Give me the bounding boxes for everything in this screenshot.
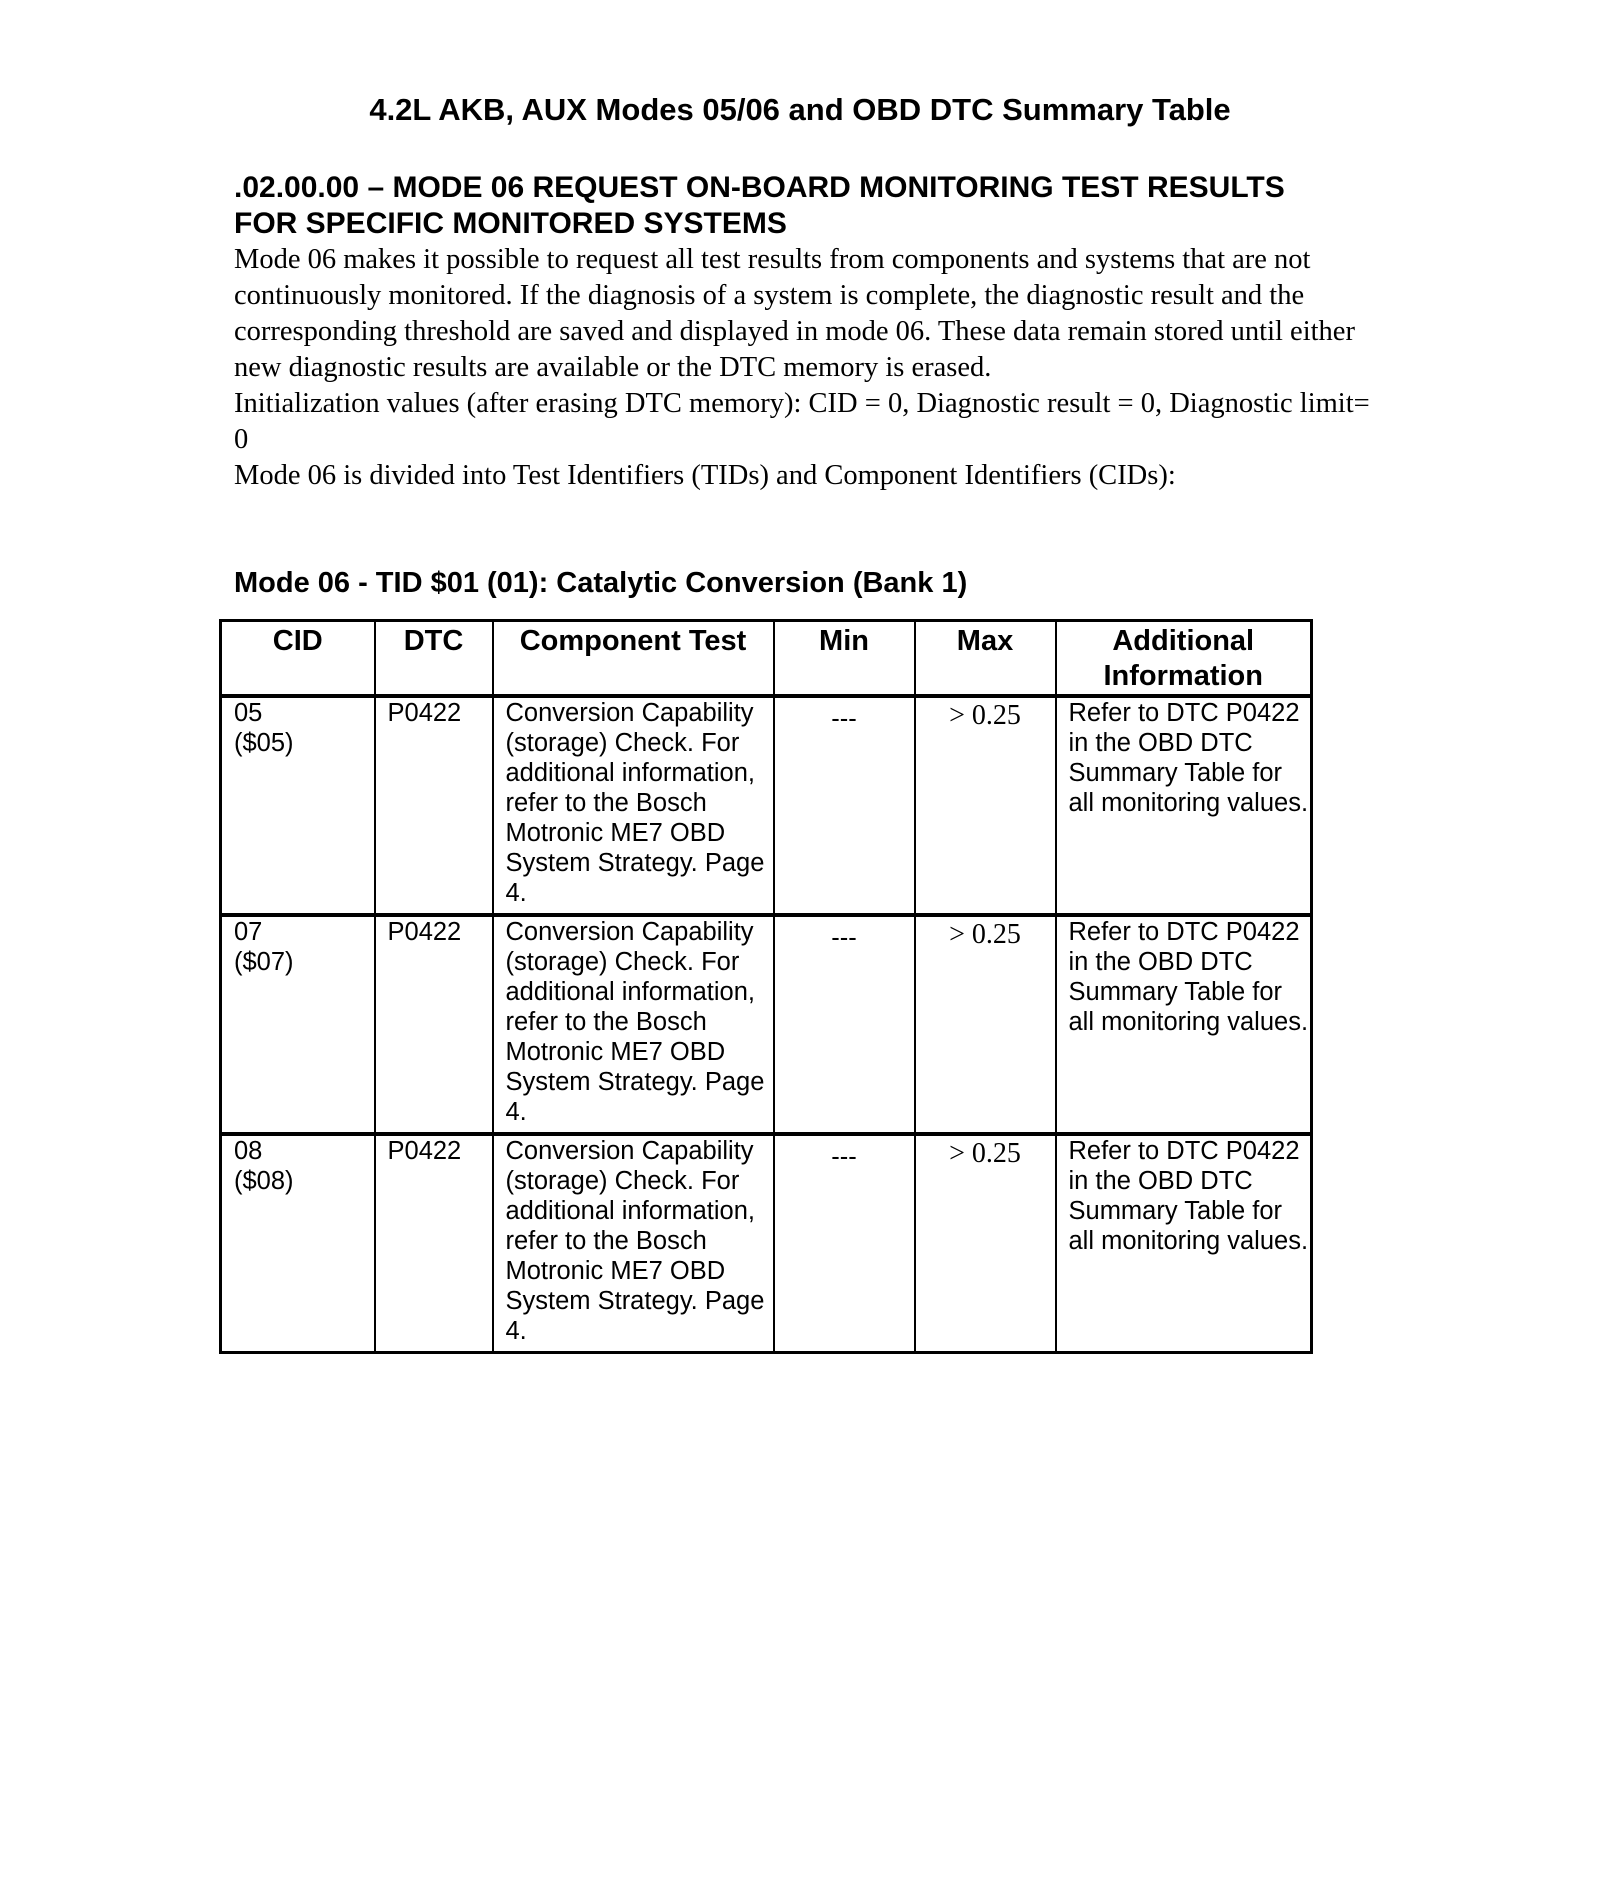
cell-max: > 0.25: [915, 1134, 1056, 1353]
cell-additional-info: Refer to DTC P0422 in the OBD DTC Summary Table for all monitoring values.: [1056, 1134, 1312, 1353]
cid-hex-value: ($07): [234, 948, 294, 976]
cid-value: 05: [234, 699, 263, 727]
cell-cid: [221, 915, 375, 1134]
header-max: Max: [915, 621, 1056, 697]
cell-max: > 0.25: [915, 696, 1056, 915]
header-cid: CID: [221, 621, 375, 697]
paragraph-identifiers: Mode 06 is divided into Test Identifiers (TIDs) and Component Identifiers (CIDs):: [234, 460, 1176, 491]
table-row: [221, 696, 1312, 915]
section-heading-line-1: .02.00.00 – MODE 06 REQUEST ON-BOARD MONITORING TEST RESULTS: [234, 171, 1285, 204]
table-row: [221, 1134, 1312, 1353]
header-additional-info: Additional Information: [1056, 621, 1312, 697]
section-heading: [234, 170, 1384, 242]
header-min: Min: [774, 621, 915, 697]
cell-dtc: P0422: [375, 915, 493, 1134]
cell-cid: [221, 696, 375, 915]
cid-hex-value: ($05): [234, 729, 294, 757]
cell-max: > 0.25: [915, 915, 1056, 1134]
cell-additional-info: Refer to DTC P0422 in the OBD DTC Summary Table for all monitoring values.: [1056, 915, 1312, 1134]
table-header-row: [221, 621, 1312, 697]
cell-min: ---: [774, 696, 915, 915]
cid-value: 07: [234, 918, 263, 946]
body-text: [234, 242, 1374, 494]
cell-min: ---: [774, 1134, 915, 1353]
header-dtc: DTC: [375, 621, 493, 697]
table-title: Mode 06 - TID $01 (01): Catalytic Conversion (Bank 1): [234, 567, 968, 599]
header-component-test: Component Test: [493, 621, 774, 697]
cell-dtc: P0422: [375, 1134, 493, 1353]
cid-hex-value: ($08): [234, 1167, 294, 1195]
paragraph-description: Mode 06 makes it possible to request all test results from components and systems that are not continuously monitored. If the diagnosis of a system is complete, the diagnostic result and the corresponding threshold are saved and displayed in mode 06. These data remain stored until either new diagnostic results are available or the DTC memory is erased.: [234, 244, 1355, 383]
paragraph-initialization: Initialization values (after erasing DTC memory): CID = 0, Diagnostic result = 0, Diagnostic limit= 0: [234, 388, 1370, 455]
cell-component-test: Conversion Capability (storage) Check. For additional information, refer to the Bosch Motronic ME7 OBD System Strategy. Page 4.: [493, 696, 774, 915]
table-row: [221, 915, 1312, 1134]
cell-component-test: Conversion Capability (storage) Check. For additional information, refer to the Bosch Motronic ME7 OBD System Strategy. Page 4.: [493, 1134, 774, 1353]
cell-cid: [221, 1134, 375, 1353]
cell-component-test: Conversion Capability (storage) Check. For additional information, refer to the Bosch Motronic ME7 OBD System Strategy. Page 4.: [493, 915, 774, 1134]
cell-min: ---: [774, 915, 915, 1134]
cell-dtc: P0422: [375, 696, 493, 915]
cid-value: 08: [234, 1137, 263, 1165]
cell-additional-info: Refer to DTC P0422 in the OBD DTC Summary Table for all monitoring values.: [1056, 696, 1312, 915]
mode-06-table: [219, 619, 1313, 1354]
page-title: 4.2L AKB, AUX Modes 05/06 and OBD DTC Summary Table: [369, 92, 1231, 127]
section-heading-line-2: FOR SPECIFIC MONITORED SYSTEMS: [234, 207, 787, 240]
